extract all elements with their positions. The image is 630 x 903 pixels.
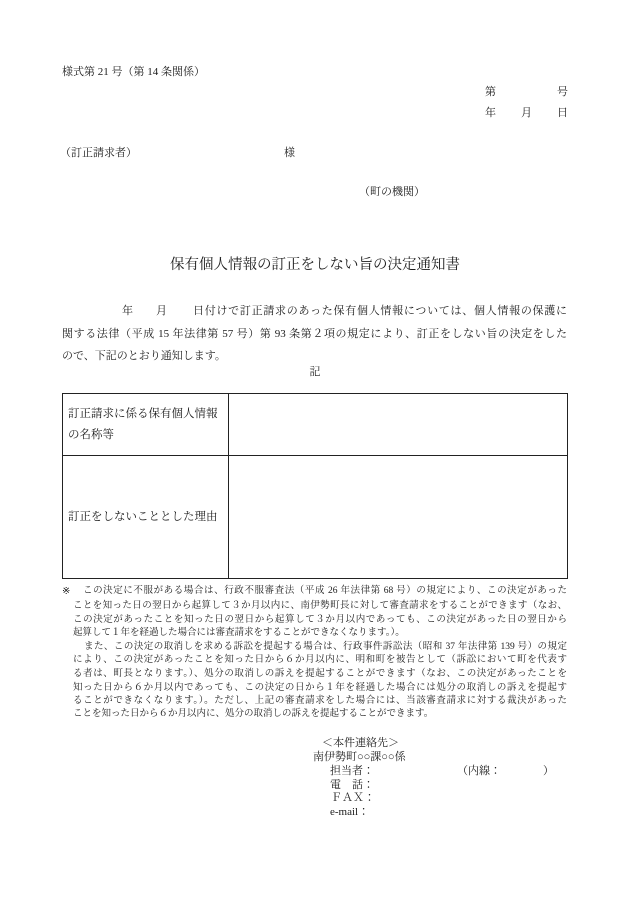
date-month: 月 [521, 107, 532, 119]
table-label-line: 訂正をしないこととした理由 [68, 510, 218, 523]
ki-heading: 記 [309, 366, 321, 378]
body-date-year: 年 [122, 305, 133, 317]
note-line: ことを知った日の翌日から起算して３か月以内に、南伊勢町長に対して審査請求をすることができます（なお、 [73, 601, 567, 611]
note-mark: ※ [62, 586, 71, 597]
note-line: により、この決定があったことを知った日から６か月以内に、明和町を被告として（訴訟において町を代表す [73, 655, 567, 665]
table-value-cell [229, 456, 567, 578]
table-label-line: の名称等 [68, 428, 114, 441]
table-value-cell [229, 394, 567, 456]
contact-phone-label: 電 話： [330, 779, 374, 791]
note-line: この決定があったことを知った日の翌日から起算して３か月以内であっても、この決定があった日の翌日から [73, 615, 567, 625]
date-year: 年 [485, 107, 496, 119]
detail-table [62, 393, 568, 579]
note-line: また、この決定の取消しを求める訴訟を提起する場合は、行政事件訴訟法（昭和 37 年法律第 139 号）の規定 [84, 642, 567, 652]
contact-extension-close: ） [543, 765, 554, 777]
table-label-line: 訂正請求に係る保有個人情報 [68, 407, 218, 420]
table-label-cell [63, 394, 229, 456]
addressee-honorific: 様 [284, 147, 295, 159]
table-label-cell [63, 456, 229, 578]
issuer-label: （町の機関） [359, 186, 425, 198]
document-title: 保有個人情報の訂正をしない旨の決定通知書 [170, 257, 460, 273]
contact-heading: ＜本件連絡先＞ [322, 737, 399, 749]
note-line: この決定に不服がある場合は、行政不服審査法（平成 26 年法律第 68 号）の規定により、この決定があった [83, 586, 567, 596]
contact-fax-label: ＦＡＸ： [331, 792, 375, 804]
contact-extension-open: （内線： [457, 765, 501, 777]
contact-person-label: 担当者： [330, 765, 374, 777]
body-line: ので、下記のとおり通知します。 [62, 350, 226, 362]
note-line: 知った日から６か月以内であっても、この決定の日から１年を経過した場合には処分の取消しの訴えを提起す [73, 683, 567, 693]
body-date-month: 月 [156, 305, 167, 317]
doc-number-prefix: 第 [485, 86, 496, 98]
form-number: 様式第 21 号（第 14 条関係） [62, 66, 205, 78]
date-day: 日 [557, 107, 568, 119]
note-line: ることができなくなります。）。ただし、上記の審査請求をした場合には、当該審査請求に対する裁決があった [73, 696, 567, 706]
doc-number-suffix: 号 [557, 86, 568, 98]
contact-department: 南伊勢町○○課○○係 [313, 751, 406, 763]
body-line: 日付けで訂正請求のあった保有個人情報については、個人情報の保護に [193, 305, 567, 317]
note-line: ことを知った日から６か月以内に、処分の取消しの訴えを提起することができます。 [73, 709, 434, 719]
contact-email-label: e-mail： [330, 806, 370, 818]
note-line: る者は、町長となります。）、処分の取消しの訴えを提起することができます（なお、この決定があったことを [73, 669, 567, 679]
note-line: 起算して１年を経過した場合には審査請求をすることができなくなります。）。 [73, 628, 405, 638]
body-line: 関する法律（平成 15 年法律第 57 号）第 93 条第２項の規定により、訂正をしない旨の決定をした [62, 328, 567, 340]
addressee-label: （訂正請求者） [60, 147, 137, 159]
